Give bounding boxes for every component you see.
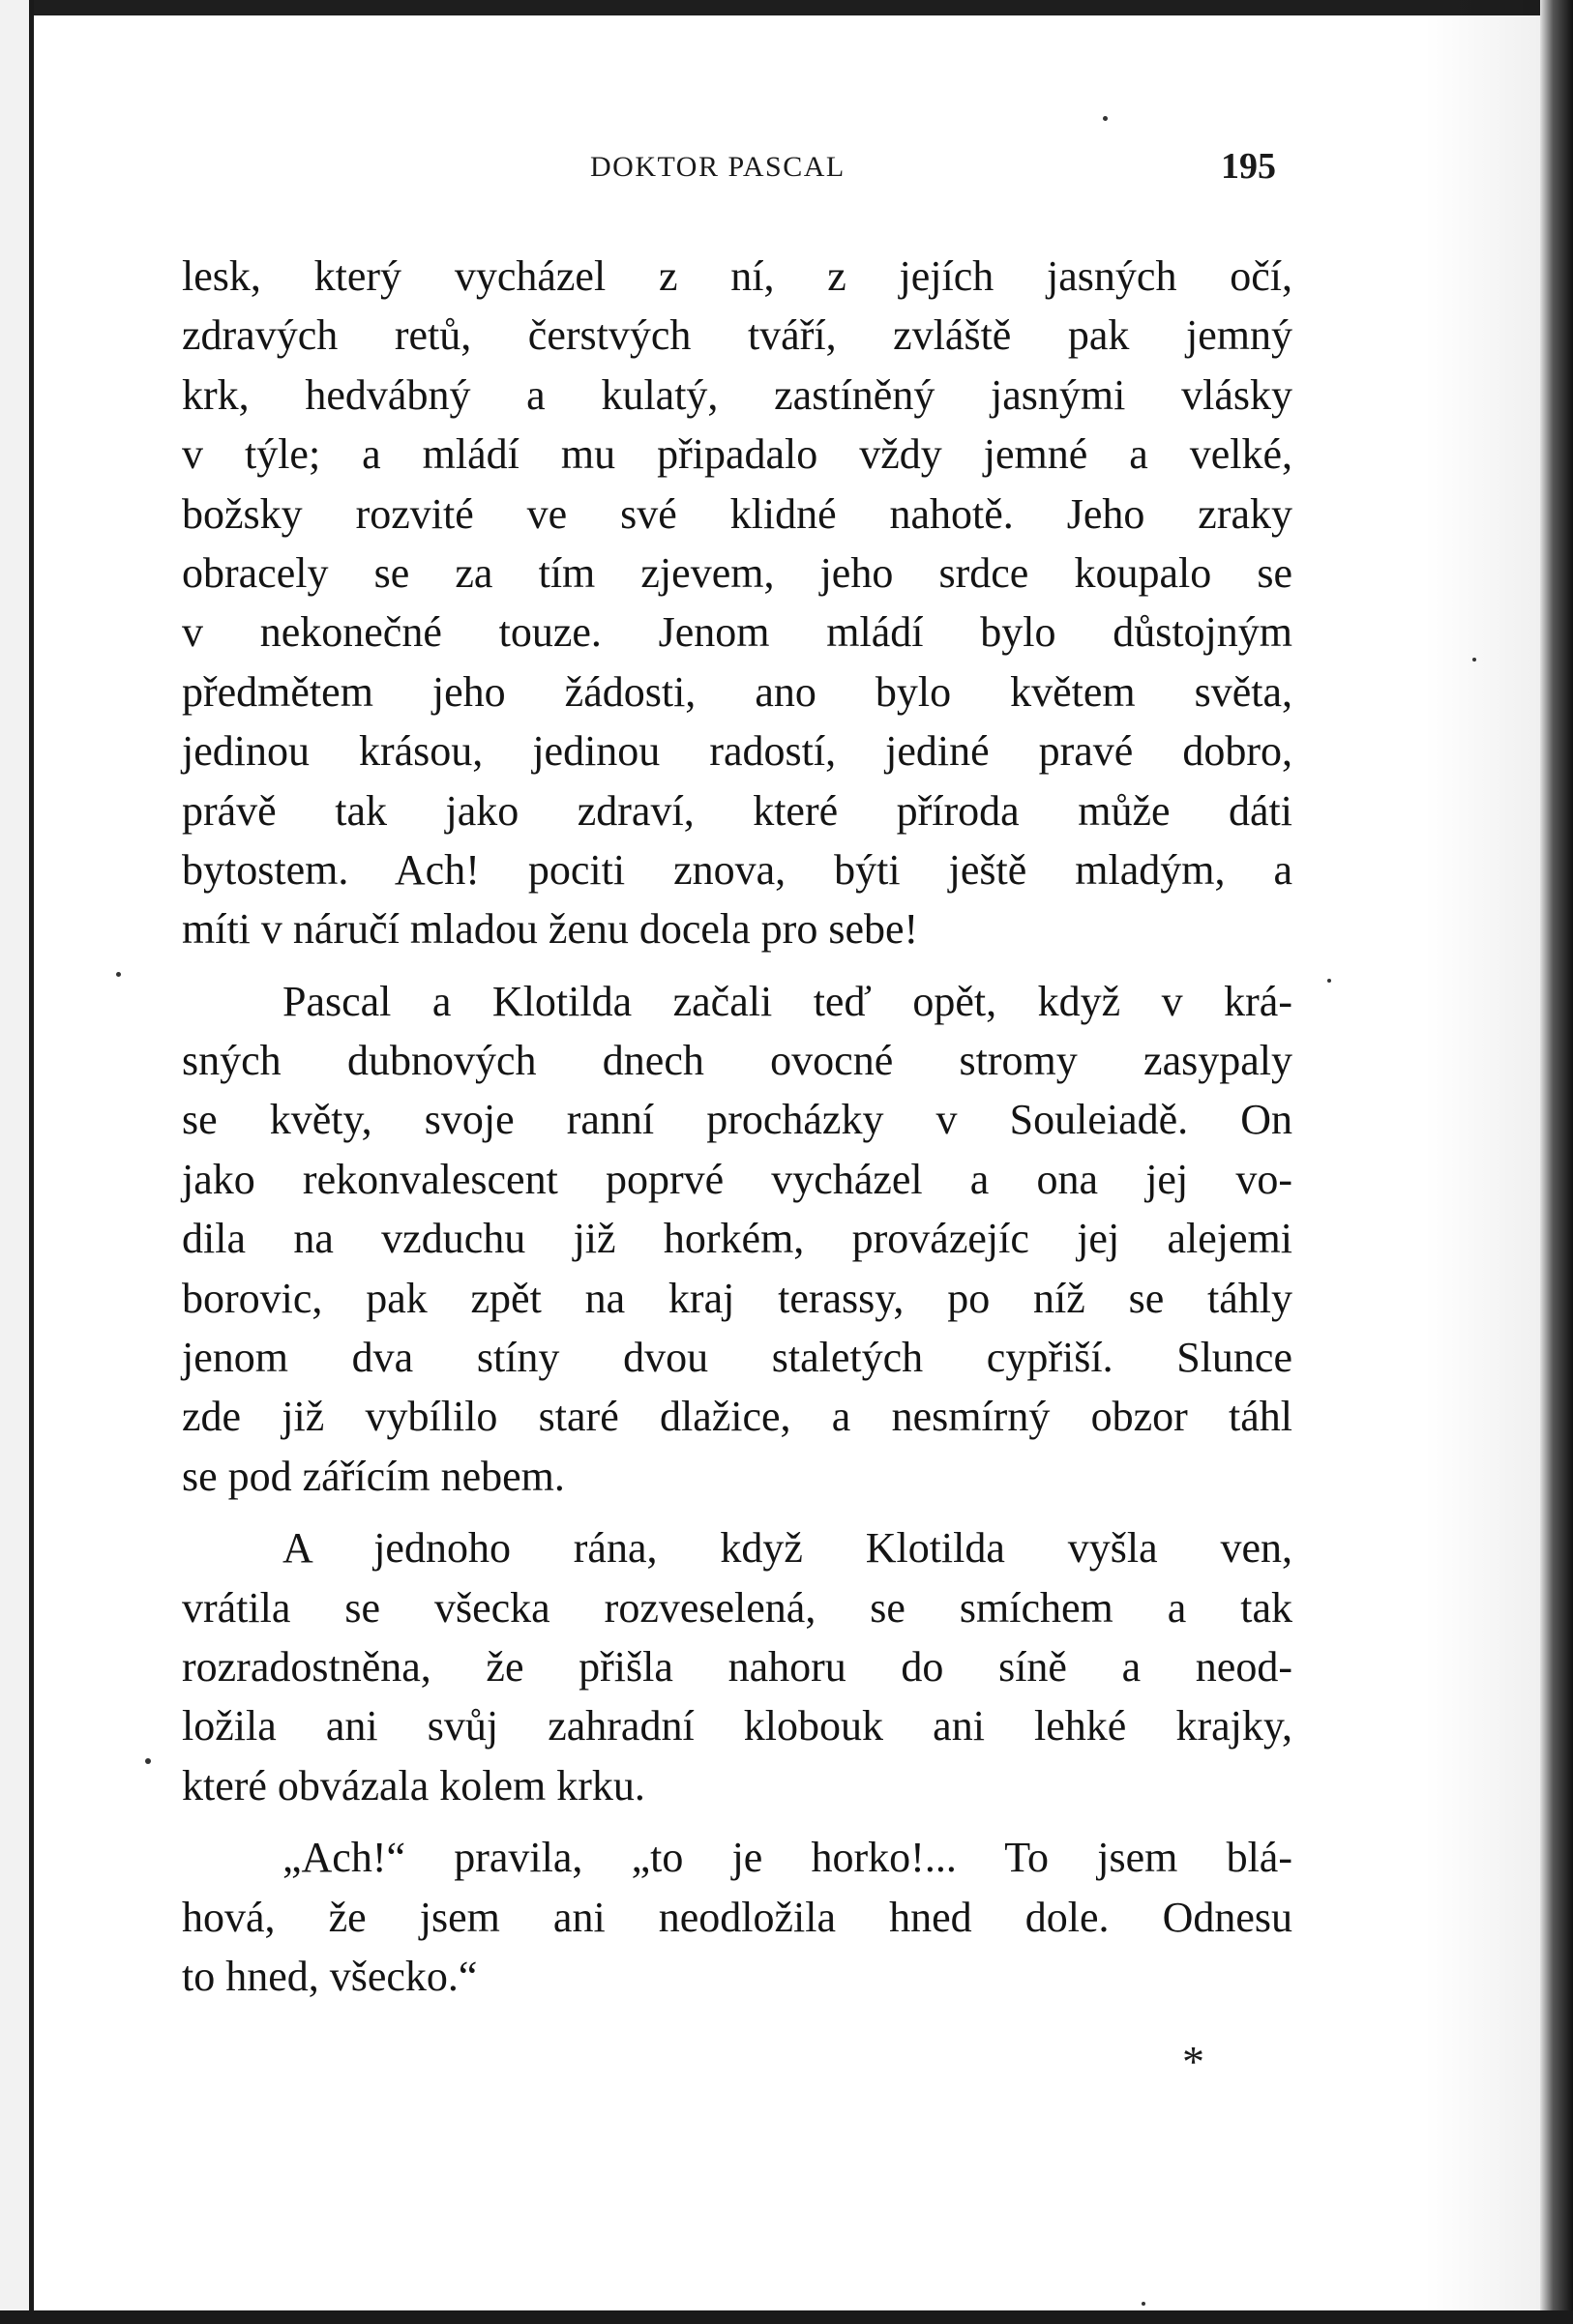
page-shadow — [1424, 0, 1540, 2324]
text-line: předmětem jeho žádosti, ano bylo květem světa, — [182, 667, 1292, 716]
page-number: 195 — [1221, 146, 1276, 187]
text-line: zdravých retů, čerstvých tváří, zvláště pak jemný — [182, 311, 1292, 360]
text-line: lesk, který vycházel z ní, z jejích jasných očí, — [182, 252, 1292, 300]
text-line: právě tak jako zdraví, které příroda může dáti — [182, 786, 1292, 835]
text-line: „Ach!“ pravila, „to je horko!... To jsem blá- — [282, 1834, 1292, 1882]
scan-speck — [1142, 2302, 1145, 2306]
running-title: DOKTOR PASCAL — [590, 151, 846, 183]
text-line: se pod zářícím nebem. — [182, 1452, 565, 1500]
paragraph — [182, 1828, 1292, 2006]
text-line: hová, že jsem ani neodložila hned dole. Odnesu — [182, 1893, 1292, 1941]
text-line: božsky rozvité ve své klidné nahotě. Jeho zraky — [182, 489, 1292, 538]
text-line: krk, hedvábný a kulatý, zastíněný jasnými vlásky — [182, 370, 1292, 419]
text-line: v týle; a mládí mu připadalo vždy jemné a velké, — [182, 430, 1292, 479]
scan-speck — [116, 972, 121, 977]
scan-left-border — [0, 0, 34, 2324]
text-line: v nekonečné touze. Jenom mládí bylo důstojným — [182, 608, 1292, 657]
scan-speck — [1472, 658, 1476, 662]
text-line: vrátila se všecka rozveselená, se smíchem a tak — [182, 1583, 1292, 1632]
scan-speck — [1327, 979, 1331, 983]
text-line: borovic, pak zpět na kraj terassy, po níž se táhly — [182, 1274, 1292, 1322]
text-line: zde již vybílilo staré dlažice, a nesmírný obzor táhl — [182, 1393, 1292, 1441]
text-line: jako rekonvalescent poprvé vycházel a ona jej vo- — [182, 1155, 1292, 1203]
paragraph — [182, 972, 1292, 1507]
text-line: se květy, svoje ranní procházky v Souleiadě. On — [182, 1096, 1292, 1144]
text-line: míti v náručí mladou ženu docela pro sebe! — [182, 905, 919, 954]
scan-top-border — [0, 0, 1573, 15]
text-line: dila na vzduchu již horkém, provázejíc jej alejemi — [182, 1215, 1292, 1263]
section-mark: * — [1182, 2037, 1204, 2086]
paragraph — [182, 247, 1292, 959]
scan-speck — [1103, 116, 1108, 121]
text-line: obracely se za tím zjevem, jeho srdce koupalo se — [182, 548, 1292, 597]
scan-speck — [145, 1758, 151, 1764]
text-line: bytostem. Ach! pociti znova, býti ještě mladým, a — [182, 845, 1292, 894]
text-line: sných dubnových dnech ovocné stromy zasypaly — [182, 1037, 1292, 1085]
scan-right-border — [1540, 0, 1573, 2324]
scan-bottom-border — [0, 2310, 1573, 2324]
text-line: které obvázala kolem krku. — [182, 1761, 645, 1809]
text-line: A jednoho rána, když Klotilda vyšla ven, — [282, 1524, 1292, 1573]
text-line: jenom dva stíny dvou staletých cypřiší. Slunce — [182, 1334, 1292, 1382]
text-line: jedinou krásou, jedinou radostí, jediné pravé dobro, — [182, 727, 1292, 776]
body-text — [182, 247, 1292, 2006]
text-line: Pascal a Klotilda začali teď opět, když v krá- — [282, 977, 1292, 1025]
text-line: ložila ani svůj zahradní klobouk ani lehké krajky, — [182, 1702, 1292, 1750]
text-line: rozradostněna, že přišla nahoru do síně a neod- — [182, 1642, 1292, 1691]
text-line: to hned, všecko.“ — [182, 1952, 478, 2000]
paragraph — [182, 1518, 1292, 1815]
